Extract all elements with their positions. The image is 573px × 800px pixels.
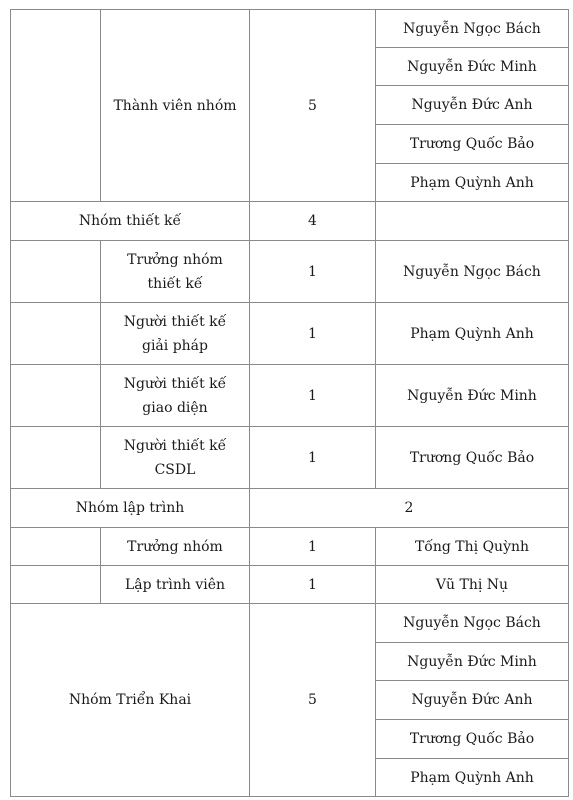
indent-cell <box>11 241 101 303</box>
count-cell: 4 <box>250 202 376 241</box>
count-cell: 1 <box>250 303 376 365</box>
count-cell: 5 <box>250 10 376 202</box>
member-name-cell: Phạm Quỳnh Anh <box>376 303 569 365</box>
member-name-cell: Nguyễn Đức Anh <box>376 681 569 720</box>
table-row <box>11 365 569 427</box>
member-name-cell: Nguyễn Ngọc Bách <box>376 241 569 303</box>
role-cell: Người thiết kế CSDL <box>101 427 250 489</box>
table-row <box>11 241 569 303</box>
count-cell: 1 <box>250 528 376 566</box>
member-name-cell: Nguyễn Ngọc Bách <box>376 604 569 643</box>
member-name-cell: Vũ Thị Nụ <box>376 566 569 604</box>
team-table <box>10 9 569 797</box>
indent-cell <box>11 427 101 489</box>
role-cell: Trưởng nhóm thiết kế <box>101 241 250 303</box>
indent-cell <box>11 10 101 202</box>
table-row <box>11 10 569 48</box>
count-cell: 1 <box>250 427 376 489</box>
member-name-cell: Trương Quốc Bảo <box>376 125 569 164</box>
member-name-cell: Phạm Quỳnh Anh <box>376 164 569 202</box>
role-cell: Người thiết kế giải pháp <box>101 303 250 365</box>
group-header-row <box>11 202 569 241</box>
count-cell: 2 <box>250 489 569 528</box>
table-row <box>11 427 569 489</box>
group-label-cell: Nhóm thiết kế <box>11 202 250 241</box>
count-cell: 1 <box>250 241 376 303</box>
role-cell: Lập trình viên <box>101 566 250 604</box>
indent-cell <box>11 528 101 566</box>
empty-cell <box>376 202 569 241</box>
table-row <box>11 604 569 643</box>
table-row <box>11 566 569 604</box>
indent-cell <box>11 365 101 427</box>
count-cell: 5 <box>250 604 376 797</box>
member-name-cell: Nguyễn Ngọc Bách <box>376 10 569 48</box>
member-name-cell: Nguyễn Đức Minh <box>376 365 569 427</box>
role-cell: Người thiết kế giao diện <box>101 365 250 427</box>
member-name-cell: Tống Thị Quỳnh <box>376 528 569 566</box>
count-cell: 1 <box>250 365 376 427</box>
table-row <box>11 303 569 365</box>
member-name-cell: Nguyễn Đức Minh <box>376 48 569 86</box>
table-row <box>11 528 569 566</box>
group-label-cell: Nhóm Triển Khai <box>11 604 250 797</box>
group-header-row <box>11 489 569 528</box>
count-cell: 1 <box>250 566 376 604</box>
group-label-cell: Nhóm lập trình <box>11 489 250 528</box>
member-name-cell: Nguyễn Đức Anh <box>376 86 569 125</box>
role-cell: Trưởng nhóm <box>101 528 250 566</box>
indent-cell <box>11 303 101 365</box>
role-cell: Thành viên nhóm <box>101 10 250 202</box>
member-name-cell: Trương Quốc Bảo <box>376 720 569 759</box>
indent-cell <box>11 566 101 604</box>
member-name-cell: Trương Quốc Bảo <box>376 427 569 489</box>
member-name-cell: Nguyễn Đức Minh <box>376 643 569 681</box>
member-name-cell: Phạm Quỳnh Anh <box>376 759 569 797</box>
